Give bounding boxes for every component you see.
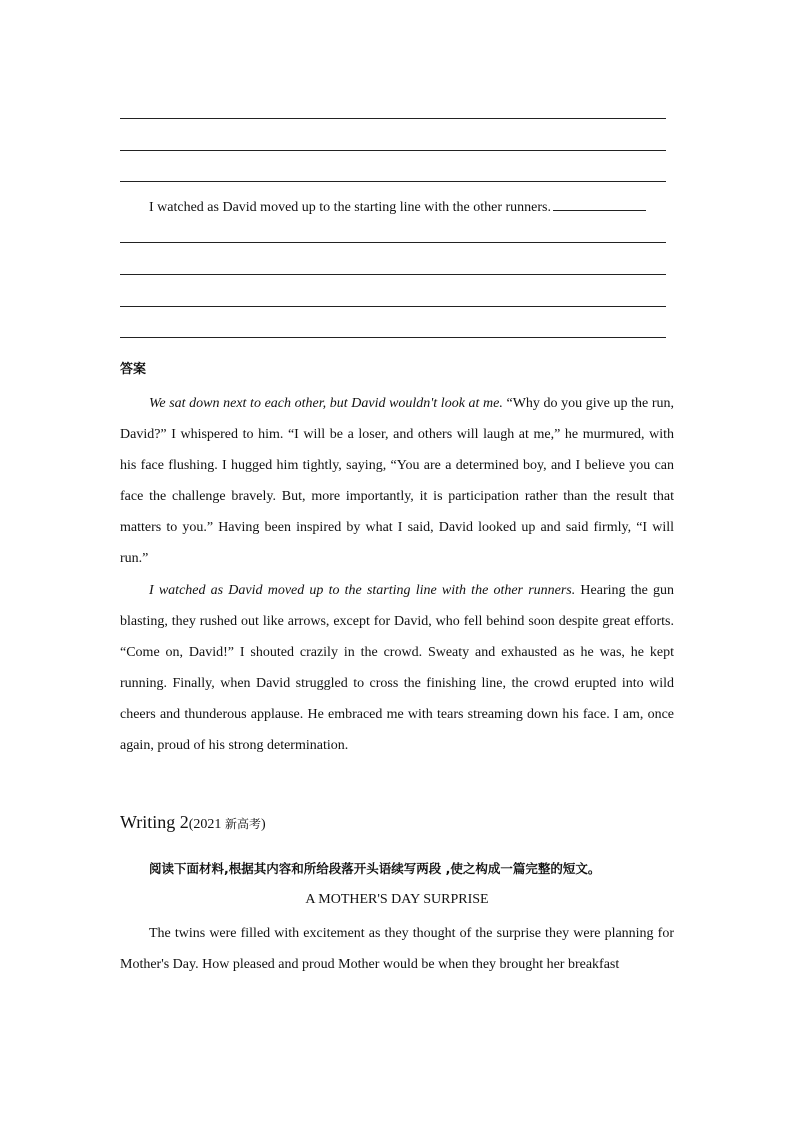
writing-line bbox=[120, 118, 666, 119]
writing-2-title: Writing 2 bbox=[120, 812, 189, 832]
paragraph-opening-prompt bbox=[149, 197, 646, 217]
paragraph-1-body: “Why do you give up the run, David?” I whispered to him. “I will be a loser, and others will laugh at me,” he murmured, with his face flushing. I hugged him tightly, saying, “You are a determined boy, and I believe you can face the challenge bravely. But, more importantly, it is participation rather than the result that matters to you.” Having been inspired by what I said, David looked up and said firmly, “I will run.” bbox=[120, 396, 675, 566]
writing-2-source-cn: 新高考 bbox=[224, 817, 261, 831]
writing-2-source-open: (2021 bbox=[188, 817, 225, 832]
writing-line bbox=[120, 274, 666, 275]
writing-line bbox=[120, 306, 666, 307]
writing-line bbox=[120, 150, 666, 151]
story-paragraph: The twins were filled with excitement as they thought of the surprise they were planning for Mother's Day. How pleased and proud Mother would be when they brought her breakfast bbox=[120, 926, 674, 972]
paragraph-2-opening: I watched as David moved up to the starting line with the other runners. bbox=[149, 583, 576, 598]
writing-line bbox=[120, 337, 666, 338]
story-title: A MOTHER'S DAY SURPRISE bbox=[305, 892, 489, 907]
paragraph-1-opening: We sat down next to each other, but David wouldn't look at me. bbox=[149, 396, 503, 411]
answer-paragraph-1 bbox=[120, 388, 674, 574]
writing-2-source-close: ) bbox=[260, 817, 266, 832]
writing-line bbox=[120, 242, 666, 243]
writing-2-instruction: 阅读下面材料,根据其内容和所给段落开头语续写两段 ,使之构成一篇完整的短文。 bbox=[149, 861, 601, 876]
prompt-text: I watched as David moved up to the starting line with the other runners. bbox=[149, 200, 552, 215]
writing-line bbox=[120, 181, 666, 182]
paragraph-2-body: Hearing the gun blasting, they rushed out like arrows, except for David, who fell behind soon despite great efforts. “Come on, David!” I shouted crazily in the crowd. Sweaty and exhausted as he was, he kept running. Finally, when David struggled to cross the finishing line, the crowd erupted into wild cheers and thunderous applause. He embraced me with tears streaming down his face. I am, once again, proud of his strong determination. bbox=[120, 583, 674, 753]
answer-paragraph-2 bbox=[120, 575, 674, 761]
writing-2-heading bbox=[120, 812, 266, 833]
answer-heading: 答案 bbox=[120, 362, 147, 377]
answer-blank bbox=[553, 197, 646, 211]
